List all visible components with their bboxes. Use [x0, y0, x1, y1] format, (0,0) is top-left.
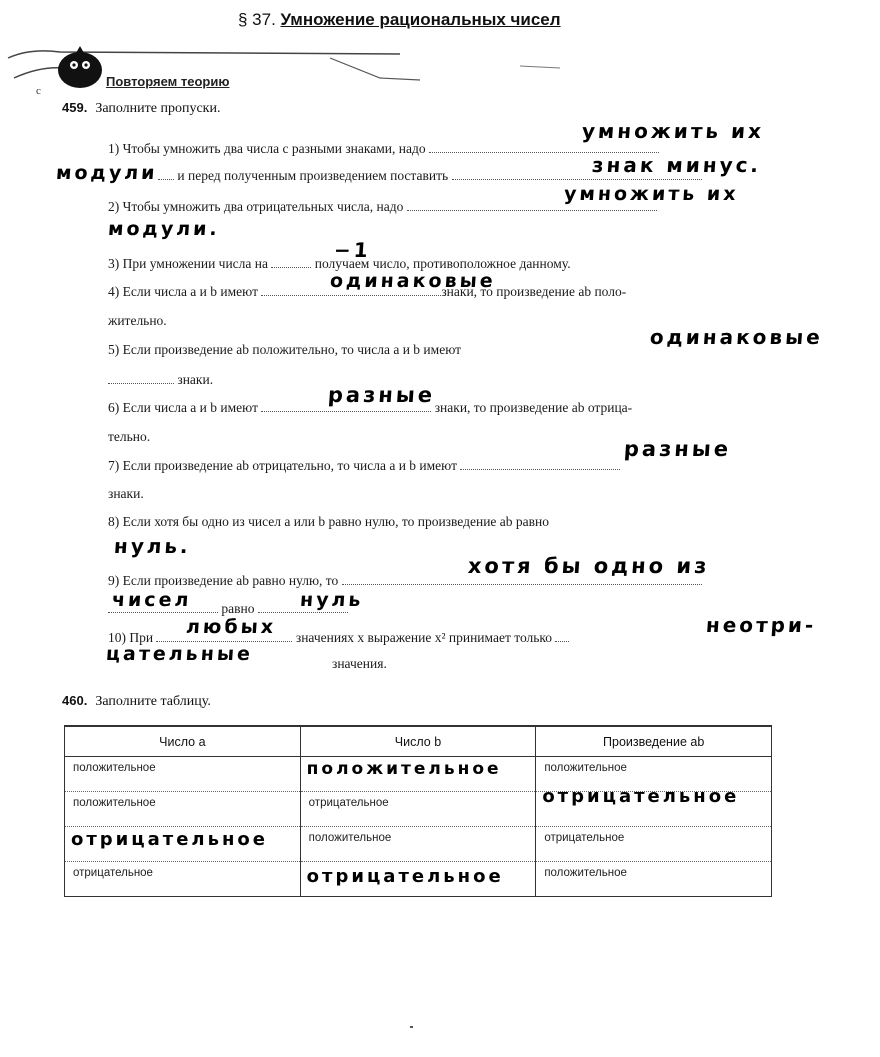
table-cell: отрицательное — [65, 827, 301, 862]
item-1-line-1: 1) Чтобы умножить два числа с разными знаками, надо — [108, 140, 659, 157]
theory-banner — [0, 38, 880, 98]
handwritten-answer: цательные — [105, 643, 254, 665]
item-6-line-1: 6) Если числа a и b имеют знаки, то произведение ab отрица- — [108, 400, 633, 415]
handwritten-answer: любых — [185, 616, 277, 638]
exercise-number: 459. — [62, 100, 88, 115]
item-5-line-1: 5) Если произведение ab положительно, то числа a и b имеют — [108, 342, 462, 357]
handwritten-answer: −1 — [333, 238, 372, 262]
handwritten-answer: чисел — [111, 589, 193, 611]
handwritten-answer: умножить их — [563, 183, 740, 205]
handwritten-answer: одинаковые — [649, 325, 824, 349]
section-number: § 37. — [238, 10, 276, 29]
section-name: Умножение рациональных чисел — [280, 10, 561, 29]
section-title — [238, 10, 561, 30]
table-cell: положительное — [536, 757, 772, 792]
handwritten-answer: неотри- — [705, 613, 818, 637]
item-10-line-2: значения. — [332, 656, 387, 671]
table-cell: отрицательное — [65, 862, 301, 897]
handwritten-answer: разные — [623, 437, 732, 461]
col-header-number-b: Число b — [300, 726, 536, 757]
table-row — [65, 827, 772, 862]
item-5-line-2: знаки. — [108, 371, 213, 388]
col-header-number-a: Число a — [65, 726, 301, 757]
item-7-line-2: знаки. — [108, 486, 144, 501]
exercise-460-heading — [62, 693, 211, 710]
exercise-459-heading — [62, 100, 220, 117]
handwritten-answer: одинаковые — [329, 270, 497, 292]
exercise-task: Заполните пропуски. — [95, 101, 221, 116]
page-speck — [410, 1026, 413, 1028]
handwritten-answer: нуль — [299, 589, 365, 611]
handwritten-answer: умножить их — [581, 119, 765, 143]
table-cell: отрицательное — [300, 792, 536, 827]
sign-table — [64, 725, 772, 897]
banner-ribbon-graphic — [0, 38, 880, 98]
table-cell: положительное — [536, 862, 772, 897]
handwritten-answer: нуль. — [113, 534, 192, 558]
table-cell: положительное — [300, 827, 536, 862]
col-header-product: Произведение ab — [536, 726, 772, 757]
item-10-line-1: 10) При значениях x выражение x² принимает только — [108, 629, 569, 646]
item-4-line-1: 4) Если числа a и b имеют знаки, то произведение ab поло- — [108, 284, 627, 299]
table-row — [65, 862, 772, 897]
handwritten-answer: модули. — [107, 218, 221, 240]
exercise-number: 460. — [62, 693, 88, 708]
item-2-line-1: 2) Чтобы умножить два отрицательных числа, надо — [108, 198, 657, 215]
table-cell: положительное — [300, 757, 536, 792]
item-9-line-1: 9) Если произведение ab равно нулю, то — [108, 572, 702, 589]
item-9-line-2: равно — [108, 600, 348, 617]
table-cell: отрицательное — [536, 792, 772, 827]
handwritten-answer: разные — [327, 383, 436, 407]
table-header-row — [65, 726, 772, 757]
item-1-line-2: и перед полученным произведением поставить — [158, 167, 702, 184]
table-cell: положительное — [65, 757, 301, 792]
table-row — [65, 792, 772, 827]
table-cell: отрицательное — [536, 827, 772, 862]
item-8-line-1: 8) Если хотя бы одно из чисел a или b равно нулю, то произведение ab равно — [108, 514, 550, 529]
table-cell: отрицательное — [300, 862, 536, 897]
item-6-line-2: тельно. — [108, 429, 151, 444]
handwritten-answer: знак минус. — [591, 153, 762, 177]
handwritten-answer: хотя бы одно из — [467, 554, 711, 578]
item-3-line: 3) При умножении числа на получаем число, противоположное данному. — [108, 256, 571, 271]
table-cell: положительное — [65, 792, 301, 827]
banner-label: Повторяем теорию — [106, 74, 230, 89]
item-7-line-1: 7) Если произведение ab отрицательно, то числа a и b имеют — [108, 457, 620, 474]
exercise-task: Заполните таблицу. — [95, 694, 211, 709]
handwritten-answer: модули — [55, 162, 159, 184]
item-4-line-2: жительно. — [108, 313, 167, 328]
svg-text:c: c — [36, 85, 41, 97]
